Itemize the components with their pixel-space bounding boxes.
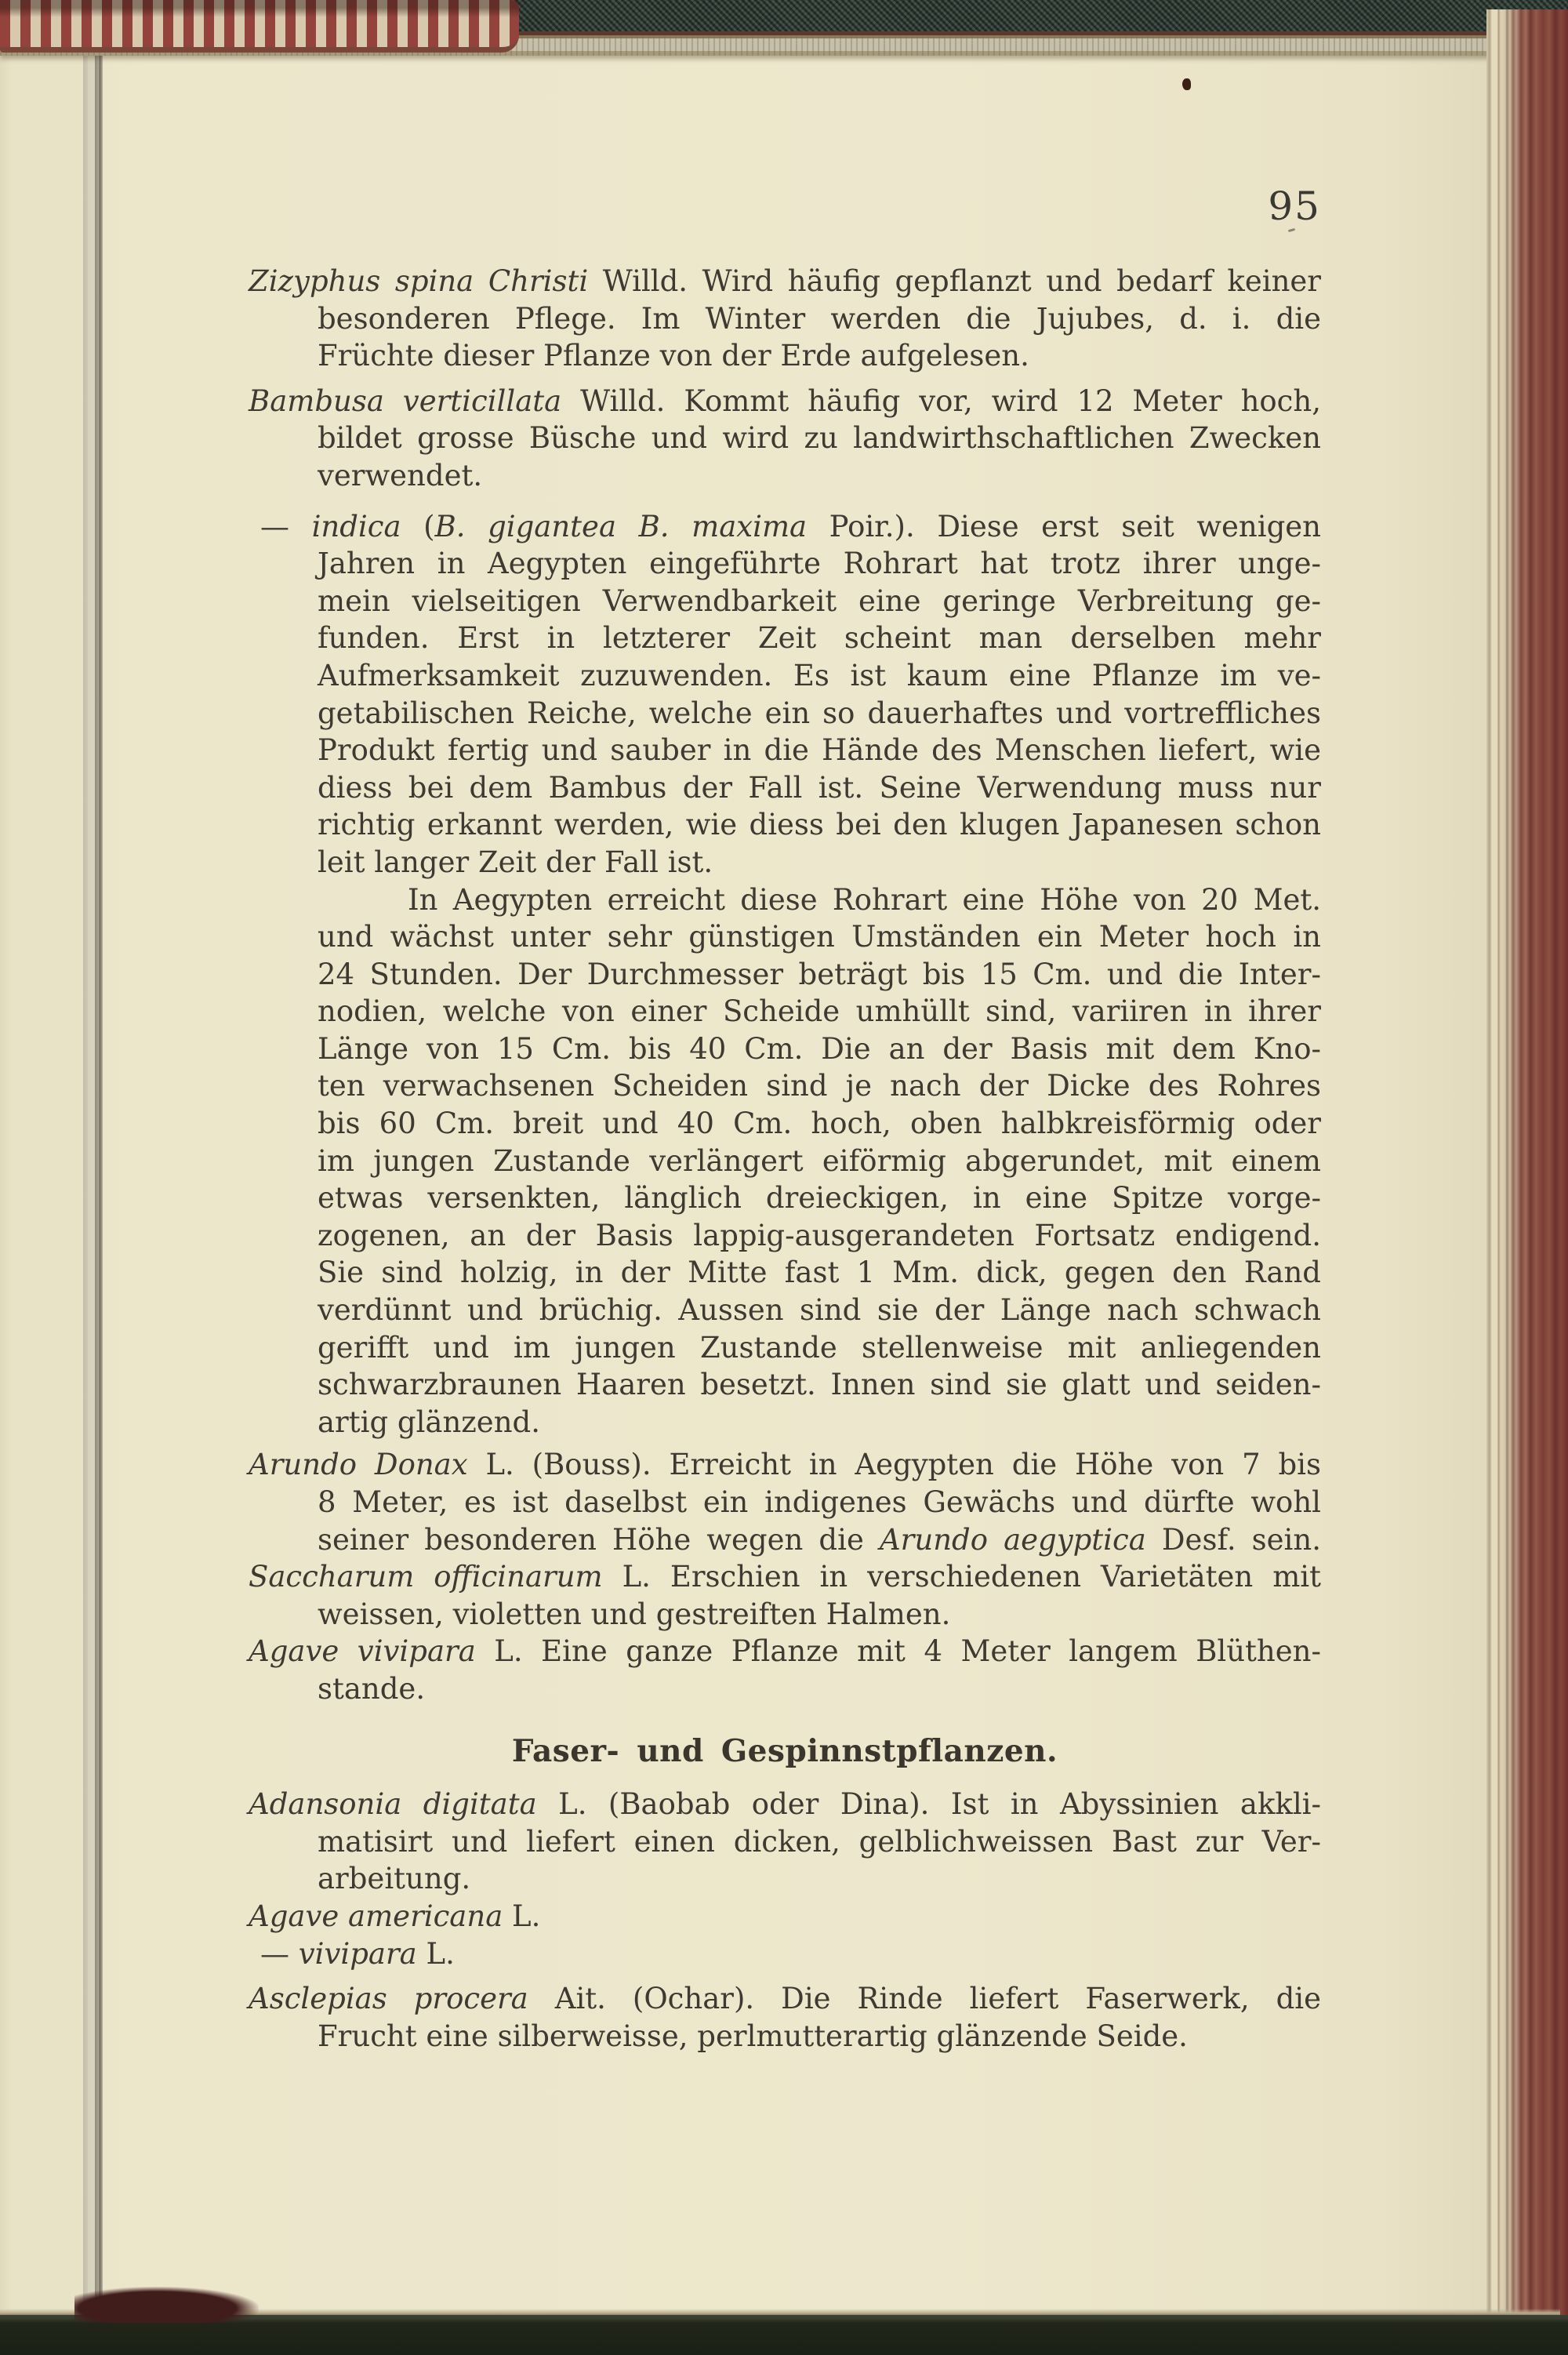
paragraph-bambusa-indica [249, 508, 1321, 1441]
text-line: — vivipara L. [260, 1936, 455, 1971]
paragraph-arundo-donax [249, 1446, 1321, 1558]
text-line: mein vielseitigen Verwendbarkeit eine geringe Verbreitung ge- [318, 583, 1321, 618]
text-line: Frucht eine silberweisse, perlmutterartig glänzende Seide. [318, 2019, 1188, 2053]
binding-stain [74, 2287, 259, 2323]
paragraph-bambusa-verticillata [249, 383, 1321, 495]
text-line: In Aegypten erreicht diese Rohrart eine Höhe von 20 Met. [408, 882, 1321, 917]
text-line: etwas versenkten, länglich dreieckigen, in eine Spitze vorge- [318, 1181, 1321, 1216]
text-line: Jahren in Aegypten eingeführte Rohrart hat trotz ihrer unge- [318, 547, 1321, 581]
left-page-edge [0, 45, 103, 2317]
paragraph-asclepias-procera [249, 1980, 1321, 2055]
text-line: Bambusa verticillata Willd. Kommt häufig vor, wird 12 Meter hoch, [249, 383, 1321, 418]
section-heading: Faser- und Gespinnstpflanzen. [511, 1732, 1058, 1769]
text-line: matisirt und liefert einen dicken, gelblichweissen Bast zur Ver- [318, 1824, 1321, 1859]
text-line: Adansonia digitata L. (Baobab oder Dina). Ist in Abyssinien akkli- [249, 1787, 1321, 1822]
text-line: seiner besonderen Höhe wegen die Arundo aegyptica Desf. sein. [318, 1522, 1321, 1557]
text-line: bildet grosse Büsche und wird zu landwirthschaftlichen Zwecken [318, 421, 1321, 456]
text-line: Saccharum officinarum L. Erschien in verschiedenen Varietäten mit [249, 1560, 1321, 1594]
text-line: schwarzbraunen Haaren besetzt. Innen sind sie glatt und seiden- [318, 1368, 1321, 1402]
text-line: gerifft und im jungen Zustande stellenweise mit anliegenden [318, 1330, 1321, 1365]
text-line: und wächst unter sehr günstigen Umständen ein Meter hoch in [318, 920, 1321, 954]
text-line: verwendet. [318, 458, 483, 492]
text-line: bis 60 Cm. breit und 40 Cm. hoch, oben halbkreisförmig oder [318, 1107, 1321, 1141]
paragraph-agave-americana [249, 1898, 1321, 1935]
text-line: Arundo Donax L. (Bouss). Erreicht in Aegypten die Höhe von 7 bis [249, 1448, 1321, 1482]
text-line: arbeitung. [318, 1862, 471, 1896]
text-line: Agave americana L. [249, 1899, 541, 1933]
paragraph-agave-vivipara-ref [249, 1935, 1321, 1973]
text-line: leit langer Zeit der Fall ist. [318, 845, 713, 879]
text-line: Länge von 15 Cm. bis 40 Cm. Die an der Basis mit dem Kno- [318, 1031, 1321, 1066]
text-block [249, 263, 1321, 2055]
text-line: verdünnt und brüchig. Aussen sind sie der Länge nach schwach [318, 1293, 1321, 1328]
text-line: richtig erkannt werden, wie diess bei den klugen Japanesen schon [318, 808, 1321, 842]
text-line: Agave vivipara L. Eine ganze Pflanze mit 4 Meter langem Blüthen- [249, 1634, 1321, 1669]
text-line: zogenen, an der Basis lappig-ausgerandeten Fortsatz endigend. [318, 1218, 1321, 1252]
text-line: artig glänzend. [318, 1405, 540, 1439]
text-line: stande. [318, 1671, 426, 1706]
text-line: ten verwachsenen Scheiden sind je nach der Dicke des Rohres [318, 1069, 1321, 1103]
fore-edge-page-stack [1486, 9, 1568, 2321]
text-line: getabilischen Reiche, welche ein so dauerhaftes und vortreffliches [318, 696, 1321, 730]
text-line: 8 Meter, es ist daselbst ein indigenes Gewächs und dürfte wohl [318, 1485, 1321, 1519]
paragraph-agave-vivipara [249, 1633, 1321, 1707]
ink-speck [1182, 78, 1191, 90]
text-line: diess bei dem Bambus der Fall ist. Seine Verwendung muss nur [318, 770, 1321, 805]
text-line: Asclepias procera Ait. (Ochar). Die Rinde liefert Faserwerk, die [249, 1982, 1321, 2016]
text-line: Zizyphus spina Christi Willd. Wird häufig gepflanzt und bedarf keiner [249, 264, 1321, 298]
text-line: 24 Stunden. Der Durchmesser beträgt bis 15 Cm. und die Inter- [318, 957, 1321, 991]
text-line: Früchte dieser Pflanze von der Erde aufgelesen. [318, 339, 1029, 373]
text-line: besonderen Pflege. Im Winter werden die Jujubes, d. i. die [318, 301, 1321, 336]
text-line: Produkt fertig und sauber in die Hände des Menschen liefert, wie [318, 733, 1321, 768]
text-line: nodien, welche von einer Scheide umhüllt sind, variiren in ihrer [318, 994, 1321, 1029]
text-line: im jungen Zustande verlängert eiförmig abgerundet, mit einem [318, 1143, 1321, 1178]
text-line: funden. Erst in letzterer Zeit scheint man derselben mehr [318, 621, 1321, 656]
page-number: 95 [1268, 184, 1321, 229]
paragraph-zizyphus-spina-christi [249, 263, 1321, 375]
text-line: Sie sind holzig, in der Mitte fast 1 Mm. dick, gegen den Rand [318, 1256, 1321, 1290]
text-line: — indica (B. gigantea B. maxima Poir.). Diese erst seit wenigen [260, 509, 1321, 543]
book-headband [0, 0, 519, 53]
paragraph-saccharum-officinarum [249, 1558, 1321, 1633]
text-line: Aufmerksamkeit zuzuwenden. Es ist kaum eine Pflanze im ve- [318, 658, 1321, 692]
text-line: weissen, violetten und gestreiften Halmen. [318, 1597, 951, 1631]
paragraph-adansonia-digitata [249, 1786, 1321, 1898]
